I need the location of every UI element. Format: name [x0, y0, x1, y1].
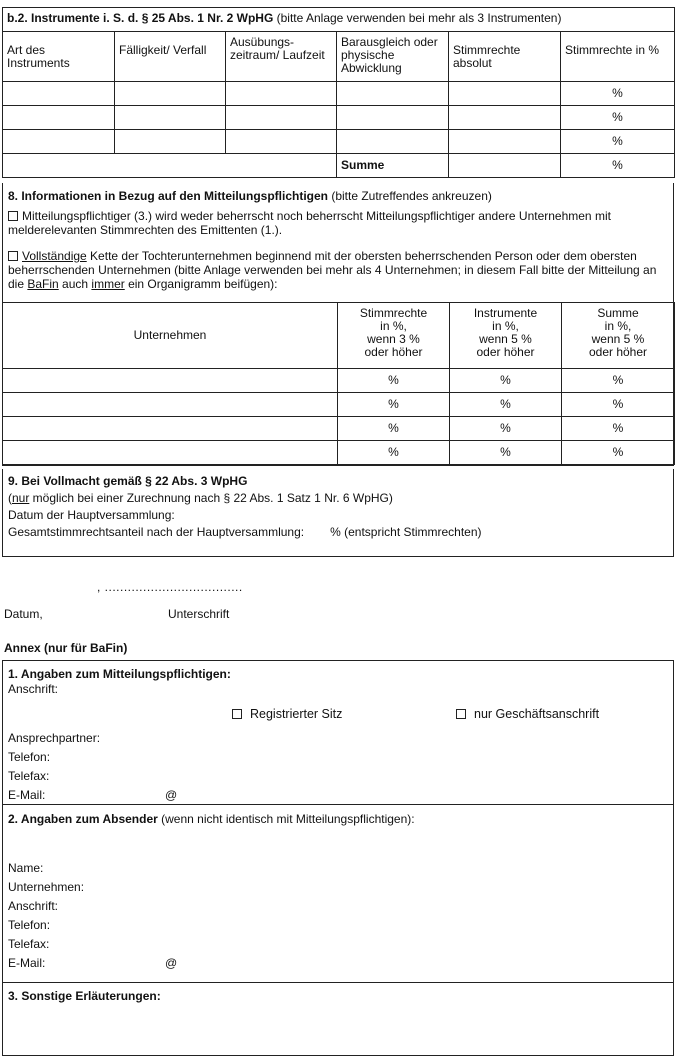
pct-cell[interactable]: % — [450, 369, 562, 393]
companies-row — [3, 393, 675, 417]
pct-cell[interactable]: % — [562, 393, 675, 417]
instruments-table — [2, 7, 675, 178]
business-only-option — [456, 707, 599, 721]
b2-cell[interactable] — [115, 106, 226, 130]
b2-cell[interactable] — [115, 82, 226, 106]
b2-cell[interactable] — [337, 130, 449, 154]
annex-title: Annex (nur für BaFin) — [4, 641, 128, 655]
pct-cell[interactable]: % — [450, 441, 562, 465]
s9-title: 9. Bei Vollmacht gemäß § 22 Abs. 3 WpHG — [8, 474, 248, 488]
s9-total — [8, 524, 668, 541]
signature-dots[interactable]: , .................................... — [97, 580, 243, 594]
pct-cell[interactable]: % — [450, 393, 562, 417]
pct-cell[interactable]: % — [450, 417, 562, 441]
annex-s2-email: E-Mail: — [8, 956, 46, 970]
annex-section-3 — [3, 983, 673, 1055]
annex-contact: Ansprechpartner: — [8, 731, 101, 745]
pct-cell[interactable]: % — [338, 369, 450, 393]
annex-email: E-Mail: — [8, 788, 46, 802]
annex-section-1 — [3, 661, 673, 805]
b2-cell-percent[interactable]: % — [561, 106, 675, 130]
s8-option-1-text: Mitteilungspflichtiger (3.) wird weder beherrscht noch beherrscht Mitteilungspflichtiger andere Unternehmen mit melderelevanten Stimmrechten des Emittenten (1.). — [8, 209, 611, 237]
annex-s3-title: 3. Sonstige Erläuterungen: — [8, 989, 161, 1003]
hdr-line: wenn 5 % — [479, 332, 532, 346]
companies-row — [3, 441, 675, 465]
b2-cell[interactable] — [449, 130, 561, 154]
hdr-line: wenn 5 % — [591, 332, 645, 346]
b2-cell[interactable] — [3, 106, 115, 130]
pct-cell[interactable]: % — [338, 393, 450, 417]
b2-row — [3, 82, 675, 106]
checkbox-full-chain[interactable] — [8, 251, 18, 261]
b2-cell[interactable] — [449, 106, 561, 130]
b2-header-settlement: Barausgleich oder physische Abwicklung — [337, 32, 449, 82]
companies-row — [3, 417, 675, 441]
annex-s2-phone: Telefon: — [8, 918, 51, 932]
annex-fax: Telefax: — [8, 769, 50, 783]
hdr-line: in %, — [492, 319, 519, 333]
s8-title-note: (bitte Zutreffendes ankreuzen) — [328, 189, 492, 203]
annex-s2-company: Unternehmen: — [8, 880, 85, 894]
companies-header-row — [3, 303, 675, 369]
b2-header-type: Art des Instruments — [3, 32, 115, 82]
s8-option-2-bafin: BaFin — [27, 277, 59, 291]
pct-cell[interactable]: % — [562, 417, 675, 441]
annex-s2-title — [8, 812, 668, 826]
b2-sum-blank — [3, 154, 337, 178]
b2-header-exercise: Ausübungs- zeitraum/ Laufzeit — [226, 32, 337, 82]
s9-note-open: ( — [8, 491, 12, 505]
b2-cell[interactable] — [337, 82, 449, 106]
s9-total-suffix: % (entspricht Stimmrechten) — [330, 525, 482, 539]
s8-option-2-a: Kette der Tochterunternehmen beginnend mit der obersten beherrschenden Person oder dem obersten beherrschenden Unternehmen (bitte Anlage verwenden bei mehr als 4 Unternehmen; in diesem Fall bitte der Mitteilung an die — [8, 249, 657, 291]
b2-row — [3, 106, 675, 130]
s8-option-2-b: auch — [58, 277, 92, 291]
annex-s2-title-note: (wenn nicht identisch mit Mitteilungspflichtigen): — [157, 812, 415, 826]
pct-cell[interactable]: % — [562, 369, 675, 393]
business-only-label: nur Geschäftsanschrift — [474, 707, 600, 721]
reg-seat-label: Registrierter Sitz — [250, 707, 343, 721]
company-cell[interactable] — [3, 441, 338, 465]
annex-email-at: @ — [165, 788, 178, 802]
companies-row — [3, 369, 675, 393]
b2-sum-row — [3, 154, 675, 178]
s9-note-rest: möglich bei einer Zurechnung nach § 22 Abs. 1 Satz 1 Nr. 6 WpHG) — [29, 491, 393, 505]
s8-option-2-immer: immer — [91, 277, 125, 291]
annex-section-2 — [3, 805, 673, 983]
b2-sum-percent[interactable]: % — [561, 154, 675, 178]
companies-table — [2, 302, 675, 465]
b2-cell[interactable] — [3, 82, 115, 106]
hdr-line: wenn 3 % — [367, 332, 420, 346]
section-8 — [2, 183, 674, 466]
s8-title-bold: 8. Informationen in Bezug auf den Mitteilungspflichtigen — [8, 189, 328, 203]
company-cell[interactable] — [3, 393, 338, 417]
b2-header-maturity: Fälligkeit/ Verfall — [115, 32, 226, 82]
companies-header-company: Unternehmen — [3, 303, 338, 369]
hdr-line: in %, — [380, 319, 407, 333]
annex-address: Anschrift: — [8, 682, 59, 696]
companies-header-voting — [338, 303, 450, 369]
section-9 — [2, 469, 674, 557]
b2-cell[interactable] — [226, 82, 337, 106]
b2-title — [3, 8, 675, 32]
s8-option-1 — [3, 209, 673, 249]
annex-s2-email-at: @ — [165, 956, 178, 970]
b2-cell[interactable] — [3, 130, 115, 154]
b2-cell[interactable] — [337, 106, 449, 130]
s9-total-label: Gesamtstimmrechtsanteil nach der Hauptversammlung: — [8, 525, 305, 539]
signature-sign-label: Unterschrift — [168, 607, 230, 621]
pct-cell[interactable]: % — [338, 417, 450, 441]
annex-s1-title: 1. Angaben zum Mitteilungspflichtigen: — [8, 667, 231, 681]
s8-title — [3, 183, 673, 209]
signature-date-label: Datum, — [4, 607, 43, 621]
b2-cell[interactable] — [449, 82, 561, 106]
s8-option-2-u1: Vollständige — [22, 249, 87, 263]
b2-cell-percent[interactable]: % — [561, 130, 675, 154]
b2-header-row — [3, 32, 675, 82]
hdr-line: Summe — [597, 306, 639, 320]
pct-cell[interactable]: % — [338, 441, 450, 465]
b2-cell-percent[interactable]: % — [561, 82, 675, 106]
reg-seat-option — [232, 707, 342, 721]
b2-row — [3, 130, 675, 154]
checkbox-registered-seat[interactable] — [232, 709, 242, 719]
annex-s2-address: Anschrift: — [8, 899, 59, 913]
hdr-line: oder höher — [364, 345, 423, 359]
b2-title-note: (bitte Anlage verwenden bei mehr als 3 Instrumenten) — [273, 11, 562, 25]
companies-header-sum — [562, 303, 675, 369]
hdr-line: oder höher — [588, 345, 648, 359]
b2-header-voting-abs: Stimmrechte absolut — [449, 32, 561, 82]
s8-option-2 — [3, 249, 673, 302]
hdr-line: in %, — [604, 319, 632, 333]
signature-area — [2, 580, 674, 625]
company-cell[interactable] — [3, 417, 338, 441]
hdr-line: Instrumente — [473, 306, 538, 320]
annex-s2-name: Name: — [8, 861, 44, 875]
annex-phone: Telefon: — [8, 750, 51, 764]
annex-box — [2, 660, 674, 1056]
s9-note-u: nur — [12, 491, 30, 505]
b2-cell[interactable] — [115, 130, 226, 154]
b2-cell[interactable] — [226, 130, 337, 154]
b2-sum-abs[interactable] — [449, 154, 561, 178]
companies-header-instruments — [450, 303, 562, 369]
hdr-line: Stimmrechte — [359, 306, 428, 320]
s8-option-2-c: ein Organigramm beifügen): — [124, 277, 278, 291]
annex-s2-title-bold: 2. Angaben zum Absender — [8, 812, 158, 826]
checkbox-not-controlled[interactable] — [8, 211, 18, 221]
pct-cell[interactable]: % — [562, 441, 675, 465]
b2-title-bold: b.2. Instrumente i. S. d. § 25 Abs. 1 Nr. 2 WpHG — [7, 11, 274, 25]
b2-header-voting-pct: Stimmrechte in % — [561, 32, 675, 82]
b2-sum-label: Summe — [337, 154, 449, 178]
s9-note — [8, 490, 668, 507]
company-cell[interactable] — [3, 369, 338, 393]
b2-cell[interactable] — [226, 106, 337, 130]
hdr-line: oder höher — [476, 345, 535, 359]
annex-s2-fax: Telefax: — [8, 937, 50, 951]
checkbox-business-address[interactable] — [456, 709, 466, 719]
s9-date-label: Datum der Hauptversammlung: — [8, 508, 175, 522]
